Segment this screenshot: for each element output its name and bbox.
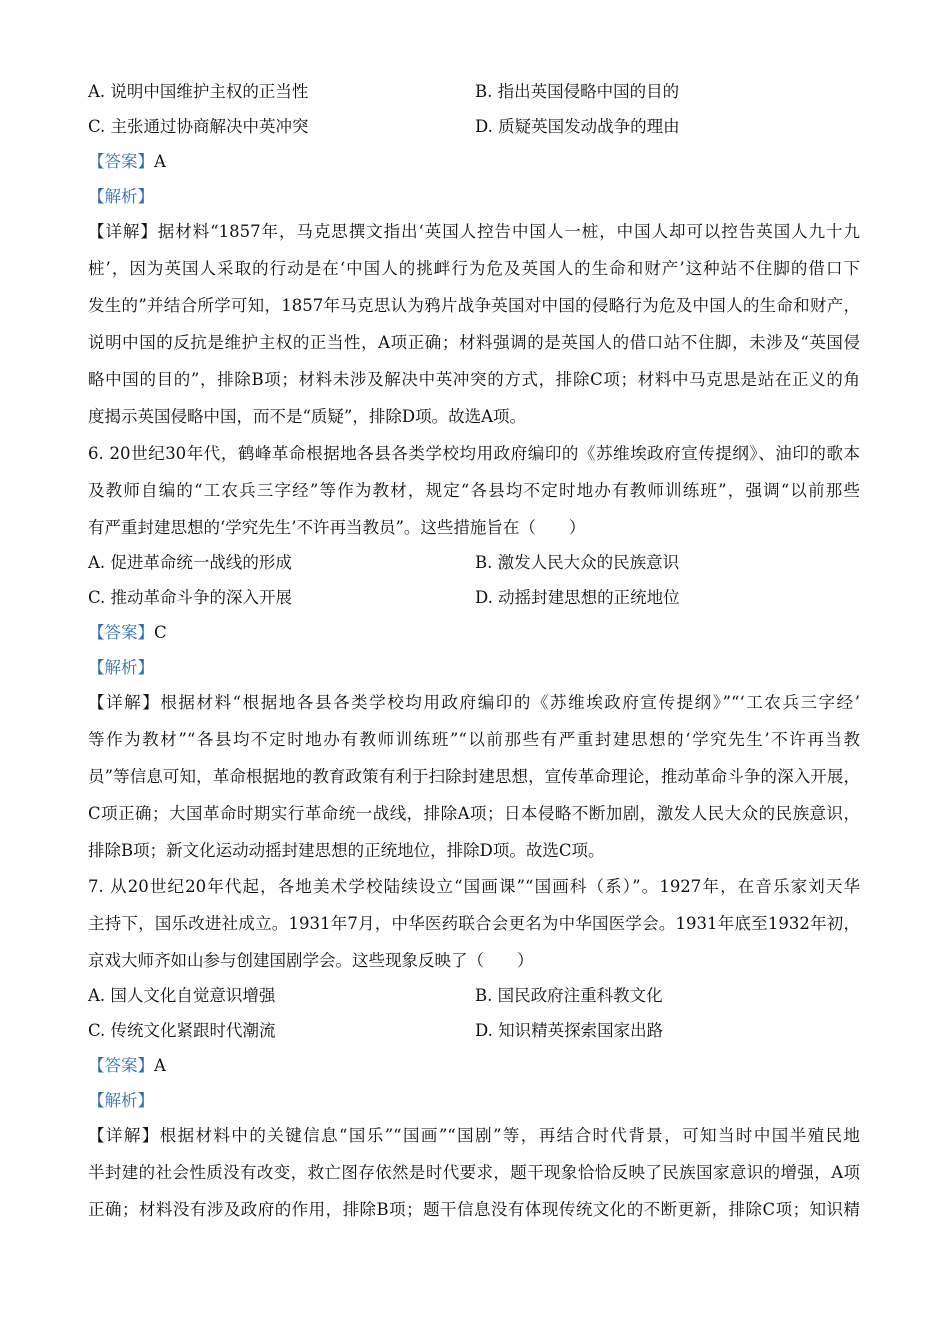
detail-text: 根据材料中的关键信息“国乐”“国画”“国剧”等，再结合时代背景，可知当时中国半殖民地 [159,1126,860,1145]
detail-text: 据材料“1857年，马克思撰文指出‘英国人控告中国人一桩，中国人却可以控告英国人九十九 [157,222,861,241]
q7-stem-line: 7. 从20世纪20年代起，各地美术学校陆续设立“国画课”“国画科（系）”。1927年，在音乐家刘天华 [88,877,860,896]
q6-detail-line [88,692,860,714]
q6-detail-line: 排除B项；新文化运动动摇封建思想的正统地位，排除D项。故选C项。 [88,841,605,860]
q6-stem-line: 6. 20世纪30年代，鹤峰革命根据地各县各类学校均用政府编印的《苏维埃政府宣传提纲》、油印的歌本 [88,444,860,463]
q6-option-a: A. 促进革命统一战线的形成 [88,553,292,572]
q5-detail-line: 说明中国的反抗是维护主权的正当性，A项正确；材料强调的是英国人的借口站不住脚，未涉及“英国侵 [88,333,860,352]
q6-answer [88,622,167,644]
q7-option-b: B. 国民政府注重科教文化 [475,986,663,1005]
answer-value: A [154,152,166,171]
q6-detail-line: C项正确；大国革命时期实行革命统一战线，排除A项；日本侵略不断加剧，激发人民大众的民族意识， [88,804,860,823]
answer-tag: 【答案】 [88,623,154,642]
answer-value: C [154,623,167,642]
detail-tag: 【详解】 [88,693,161,712]
q6-stem-line: 及教师自编的“工农兵三字经”等作为教材，规定“各县均不定时地办有教师训练班”，强调“以前那些 [88,481,860,500]
q5-detail-line: 桩’，因为英国人采取的行动是在‘中国人的挑衅行为危及英国人的生命和财产’这种站不住脚的借口下 [88,259,860,278]
q6-detail-line: 等作为教材”“各县均不定时地办有教师训练班”“以前那些有严重封建思想的‘学究先生’不许再当教 [88,730,860,749]
q5-option-a: A. 说明中国维护主权的正当性 [88,82,309,101]
q5-option-b: B. 指出英国侵略中国的目的 [475,82,680,101]
q5-answer [88,151,166,173]
q6-option-b: B. 激发人民大众的民族意识 [475,553,680,572]
q7-analysis-tag: 【解析】 [88,1091,154,1110]
q5-option-c: C. 主张通过协商解决中英冲突 [88,117,309,136]
q5-detail-line [88,221,860,243]
answer-tag: 【答案】 [88,1056,154,1075]
q5-detail-line: 度揭示英国侵略中国，而不是“质疑”，排除D项。故选A项。 [88,407,527,426]
q7-stem-line: 京戏大师齐如山参与创建国剧学会。这些现象反映了（ ） [88,951,534,970]
answer-value: A [154,1056,166,1075]
q5-detail-line: 发生的”并结合所学可知，1857年马克思认为鸦片战争英国对中国的侵略行为危及中国人的生命和财产， [88,296,860,315]
q6-stem-line: 有严重封建思想的‘学究先生’不许再当教员”。这些措施旨在（ ） [88,518,586,537]
q6-option-d: D. 动摇封建思想的正统地位 [475,588,680,607]
q6-detail-line: 员”等信息可知，革命根据地的教育政策有利于扫除封建思想，宣传革命理论，推动革命斗争的深入开展， [88,767,860,786]
q5-option-d: D. 质疑英国发动战争的理由 [475,117,680,136]
q7-detail-line [88,1125,860,1147]
q6-analysis-tag: 【解析】 [88,658,154,677]
q6-option-c: C. 推动革命斗争的深入开展 [88,588,293,607]
detail-tag: 【详解】 [88,1126,160,1145]
q7-detail-line: 半封建的社会性质没有改变，救亡图存依然是时代要求，题干现象恰恰反映了民族国家意识的增强，A项 [88,1163,860,1182]
detail-tag: 【详解】 [88,222,158,241]
q7-stem-line: 主持下，国乐改进社成立。1931年7月，中华医药联合会更名为中华国医学会。1931年底至1932年初， [88,914,860,933]
q7-option-a: A. 国人文化自觉意识增强 [88,986,276,1005]
answer-tag: 【答案】 [88,152,154,171]
q7-option-c: C. 传统文化紧跟时代潮流 [88,1021,276,1040]
q7-answer [88,1055,166,1077]
detail-text: 根据材料“根据地各县各类学校均用政府编印的《苏维埃政府宣传提纲》”“‘工农兵三字经’ [160,693,861,712]
q5-analysis-tag: 【解析】 [88,187,154,206]
q5-detail-line: 略中国的目的”，排除B项；材料未涉及解决中英冲突的方式，排除C项；材料中马克思是站在正义的角 [88,370,860,389]
q7-detail-line: 正确；材料没有涉及政府的作用，排除B项；题干信息没有体现传统文化的不断更新，排除C项；知识精 [88,1200,860,1219]
q7-option-d: D. 知识精英探索国家出路 [475,1021,664,1040]
